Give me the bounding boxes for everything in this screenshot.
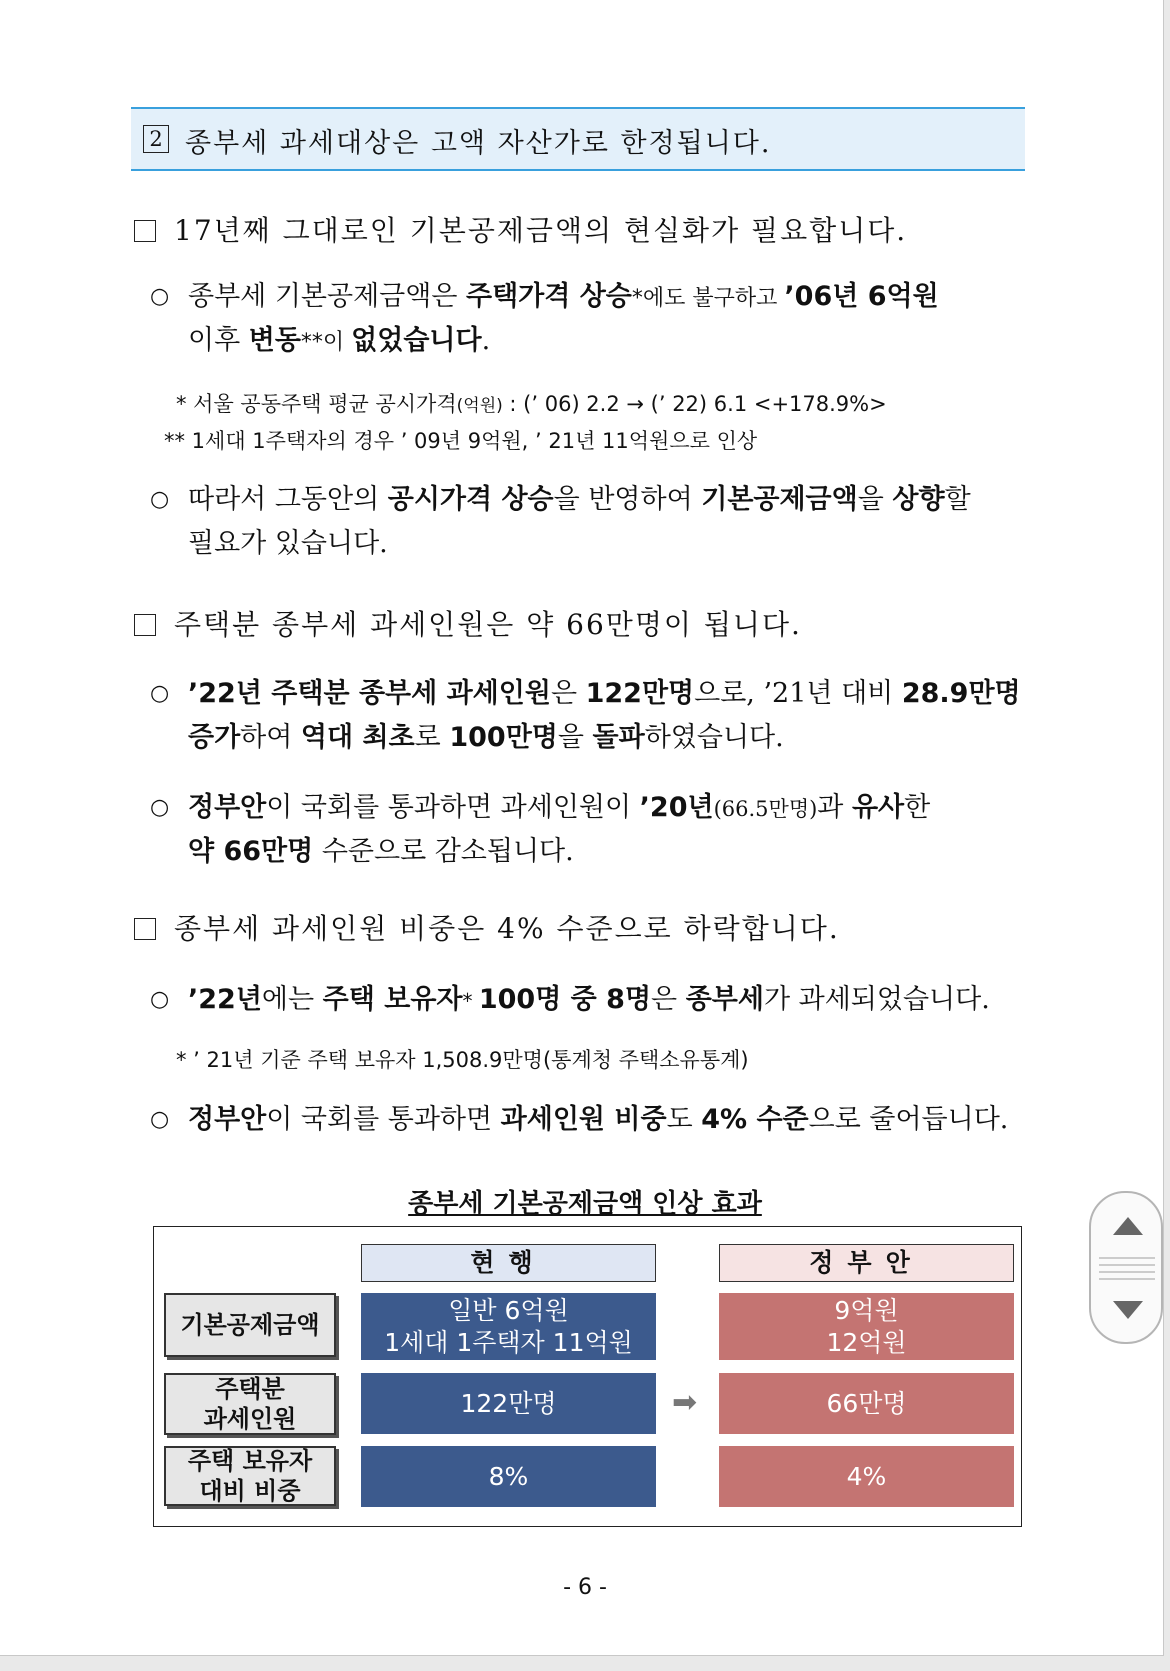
page-scroll-control[interactable] [1089,1191,1163,1344]
checkbox-square-icon [134,614,156,636]
row-label-share: 주택 보유자 대비 비중 [164,1446,336,1506]
row-label-taxpayers: 주택분 과세인원 [164,1373,336,1435]
block3-bullet-2: ○ 정부안이 국회를 통과하면 과세인원 비중도 4% 수준으로 줄어듭니다. [150,1098,1030,1142]
scroll-up-button[interactable] [1113,1217,1143,1235]
block2-bullet-1: ○ ’22년 주택분 종부세 과세인원은 122만명으로, ’21년 대비 28.9만명 증가하여 역대 최초로 100만명을 돌파하였습니다. [150,672,1030,760]
circle-bullet-icon: ○ [150,795,170,820]
cell-gov-deduction: 9억원 12억원 [719,1293,1014,1360]
block3-bullet-1: ○ ’22년에는 주택 보유자* 100명 중 8명은 종부세가 과세되었습니다. [150,978,1030,1022]
footnote-2: ** 1세대 1주택자의 경우 ’ 09년 9억원, ’ 21년 11억원으로 인상 [164,429,758,453]
footnote-3: * ’ 21년 기준 주택 보유자 1,508.9만명(통계청 주택소유통계) [176,1048,749,1072]
cell-gov-taxpayers: 66만명 [719,1373,1014,1434]
circle-bullet-icon: ○ [150,284,170,309]
section-header [131,107,1025,171]
block3-heading-text: 종부세 과세인원 비중은 4% 수준으로 하락합니다. [174,912,840,945]
circle-bullet-icon: ○ [150,987,170,1012]
block1-heading-text: 17년째 그대로인 기본공제금액의 현실화가 필요합니다. [174,214,908,247]
checkbox-square-icon [134,918,156,940]
footnote-1: * 서울 공동주택 평균 공시가격(억원) : (’ 06) 2.2 → (’ 22) 6.1 <+178.9%> [176,392,887,416]
checkbox-square-icon [134,220,156,242]
column-header-current: 현행 [361,1244,656,1282]
cell-current-taxpayers: 122만명 [361,1373,656,1434]
block3-heading [134,907,840,947]
block2-heading [134,603,802,643]
block2-bullet-2: ○ 정부안이 국회를 통과하면 과세인원이 ’20년(66.5만명)과 유사한 약 66만명 수준으로 감소됩니다. [150,786,1030,874]
cell-gov-share: 4% [719,1446,1014,1507]
grip-line [1099,1257,1155,1259]
scroll-down-button[interactable] [1113,1301,1143,1319]
block2-heading-text: 주택분 종부세 과세인원은 약 66만명이 됩니다. [174,608,802,641]
page-number: - 6 - [563,1575,607,1600]
right-arrow-icon: ➡ [672,1385,698,1420]
circle-bullet-icon: ○ [150,1107,170,1132]
grip-line [1099,1271,1155,1273]
block1-heading [134,209,907,249]
grip-line [1099,1264,1155,1266]
table-title: 종부세 기본공제금액 인상 효과 [408,1189,762,1219]
cell-current-deduction: 일반 6억원 1세대 1주택자 11억원 [361,1293,656,1360]
block1-bullet-1: ○ 종부세 기본공제금액은 주택가격 상승*에도 불구하고 ’06년 6억원 이후 변동**이 없었습니다. [150,275,1030,363]
grip-line [1099,1278,1155,1280]
circle-bullet-icon: ○ [150,487,170,512]
column-header-gov: 정부안 [719,1244,1014,1282]
cell-current-share: 8% [361,1446,656,1507]
section-number: 2 [143,125,169,153]
section-title: 종부세 과세대상은 고액 자산가로 한정됩니다. [185,128,772,159]
block1-bullet-2: ○ 따라서 그동안의 공시가격 상승을 반영하여 기본공제금액을 상향할 필요가 있습니다. [150,478,1030,566]
circle-bullet-icon: ○ [150,681,170,706]
row-label-deduction: 기본공제금액 [164,1293,336,1357]
